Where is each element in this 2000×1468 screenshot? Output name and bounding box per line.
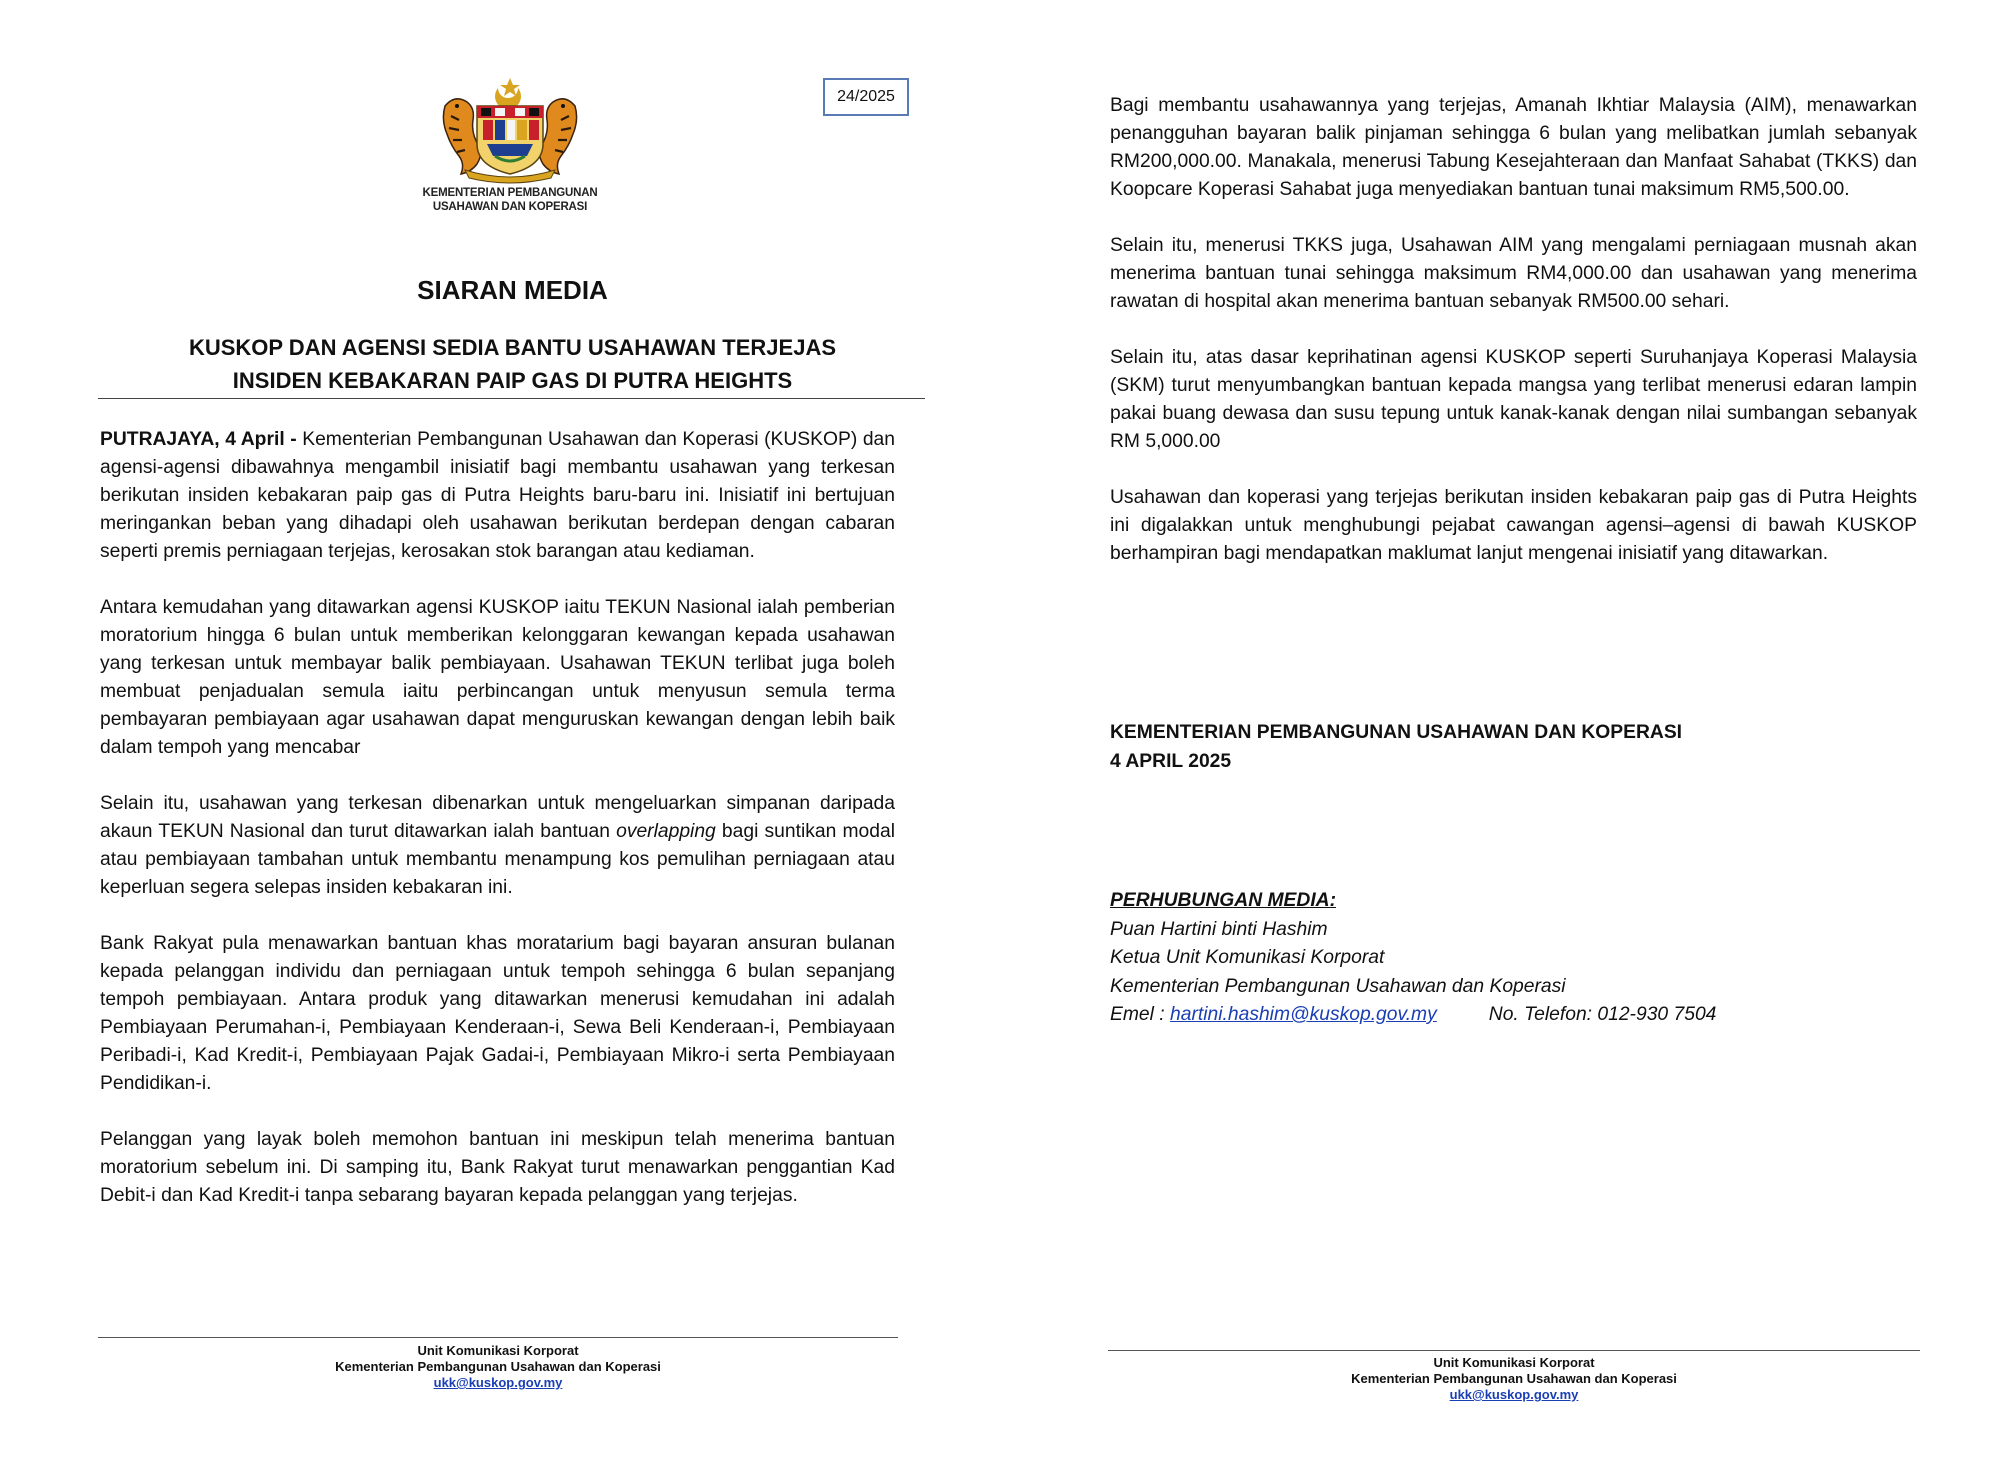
- paragraph-4: Bank Rakyat pula menawarkan bantuan khas moratarium bagi bayaran ansuran bulanan kepada pelanggan individu dan perniagaan untuk tempoh sehingga 6 bulan sepanjang tempoh pembiayaan. Antara produk yang ditawarkan menerusi kemudahan ini adalah Pembiayaan Perumahan-i, Pembiayaan Kenderaan-i, Sewa Beli Kenderaan-i, Pembiayaan Peribadi-i, Kad Kredit-i, Pembiayaan Pajak Gadai-i, Pembiayaan Mikro-i serta Pembiayaan Pendidikan-i.: [100, 933, 895, 1094]
- paragraph-8: Selain itu, atas dasar keprihatinan agensi KUSKOP seperti Suruhanjaya Koperasi Malaysia (SKM) turut menyumbangkan bantuan kepada mangsa yang terlibat menerusi edaran lampin pakai buang dewasa dan susu tepung untuk kanak-kanak dengan nilai sumbangan sebanyak RM 5,000.00: [1110, 347, 1917, 452]
- document-label: SIARAN MEDIA: [417, 275, 608, 305]
- page-right: [1000, 0, 2000, 1468]
- footer-divider: [1108, 1350, 1920, 1351]
- reference-number-box: 24/2025: [823, 78, 909, 116]
- footer-unit: Unit Komunikasi Korporat: [1433, 1355, 1595, 1370]
- coat-of-arms-icon: [435, 76, 585, 184]
- signoff: [1110, 718, 1917, 776]
- footer-unit: Unit Komunikasi Korporat: [417, 1343, 579, 1358]
- media-contact-position: Ketua Unit Komunikasi Korporat: [1110, 947, 1385, 968]
- footer-email-link[interactable]: ukk@kuskop.gov.my: [433, 1375, 563, 1390]
- body-right: [1110, 92, 1917, 596]
- media-contact-name: Puan Hartini binti Hashim: [1110, 918, 1328, 940]
- ministry-logo-line-1: KEMENTERIAN PEMBANGUNAN: [422, 187, 598, 199]
- media-contact-phone: No. Telefon: 012-930 7504: [1488, 1004, 1717, 1025]
- paragraph-3-text-a: Selain itu, usahawan yang terkesan dibenarkan untuk mengeluarkan simpanan daripada akaun TEKUN Nasional dan turut ditawarkan ialah bantuan: [100, 793, 895, 842]
- footer-left: [98, 1337, 898, 1397]
- footer-email-link[interactable]: ukk@kuskop.gov.my: [1449, 1387, 1579, 1402]
- paragraph-3: [100, 790, 895, 902]
- paragraph-5: Pelanggan yang layak boleh memohon bantuan ini meskipun telah menerima bantuan moratorium sebelum ini. Di samping itu, Bank Rakyat turut menawarkan penggantian Kad Debit-i dan Kad Kredit-i tanpa sebarang bayaran kepada pelanggan yang terjejas.: [100, 1129, 895, 1206]
- paragraph-1-text: Kementerian Pembangunan Usahawan dan Koperasi (KUSKOP) dan agensi-agensi dibawahnya mengambil inisiatif bagi membantu usahawan yang terkesan berikutan insiden kebakaran paip gas di Putra Heights baru-baru ini. Inisiatif ini bertujuan meringankan beban yang dihadapi oleh usahawan berikutan berdepan dengan cabaran seperti premis perniagaan terjejas, kerosakan stok barangan atau kediaman.: [100, 429, 895, 562]
- media-contact: [1110, 887, 1917, 1030]
- paragraph-6: Bagi membantu usahawannya yang terjejas, Amanah Ikhtiar Malaysia (AIM), menawarkan penangguhan bayaran balik pinjaman sehingga 6 bulan yang melibatkan jumlah sebanyak RM200,000.00. Manakala, menerusi Tabung Kesejahteraan dan Manfaat Sahabat (TKKS) dan Koopcare Koperasi Sahabat juga menyediakan bantuan tunai maksimum RM5,500.00.: [1110, 95, 1917, 200]
- dateline: PUTRAJAYA, 4 April -: [100, 429, 297, 450]
- paragraph-9: Usahawan dan koperasi yang terjejas berikutan insiden kebakaran paip gas di Putra Heights ini digalakkan untuk menghubungi pejabat cawangan agensi–agensi di bawah KUSKOP berhampiran bagi mendapatkan maklumat lanjut mengenai inisiatif yang ditawarkan.: [1110, 487, 1917, 564]
- ministry-logo-line-2: USAHAWAN DAN KOPERASI: [432, 201, 588, 213]
- media-contact-details: [1110, 1001, 1917, 1030]
- media-contact-email-link[interactable]: hartini.hashim@kuskop.gov.my: [1170, 1004, 1437, 1025]
- footer-ministry: Kementerian Pembangunan Usahawan dan Koperasi: [1351, 1371, 1677, 1386]
- paragraph-1: [100, 426, 895, 566]
- footer-ministry: Kementerian Pembangunan Usahawan dan Koperasi: [335, 1359, 661, 1374]
- headline-line-2: INSIDEN KEBAKARAN PAIP GAS DI PUTRA HEIGHTS: [232, 368, 793, 393]
- footer-divider: [98, 1337, 898, 1338]
- signoff-ministry: KEMENTERIAN PEMBANGUNAN USAHAWAN DAN KOPERASI: [1110, 722, 1683, 743]
- body-left: [100, 426, 895, 1238]
- paragraph-2: Antara kemudahan yang ditawarkan agensi KUSKOP iaitu TEKUN Nasional ialah pemberian moratorium hingga 6 bulan untuk memberikan kelonggaran kewangan kepada usahawan yang terkesan untuk membayar balik pembiayaan. Usahawan TEKUN terlibat juga boleh membuat penjadualan semula iaitu perbincangan untuk menyusun semula terma pembayaran pembiayaan agar usahawan dapat menguruskan kewangan dengan lebih baik dalam tempoh yang mencabar: [100, 597, 895, 758]
- email-label: Emel :: [1110, 1004, 1170, 1025]
- paragraph-3-text-b: bagi suntikan modal atau pembiayaan tambahan untuk membantu menampung kos pemulihan perniagaan atau keperluan segera selepas insiden kebakaran ini.: [100, 821, 895, 898]
- footer-right: [1108, 1350, 1920, 1410]
- headline: [100, 331, 925, 397]
- paragraph-7: Selain itu, menerusi TKKS juga, Usahawan AIM yang mengalami perniagaan musnah akan menerima bantuan tunai sehingga maksimum RM4,000.00 dan usahawan yang menerima rawatan di hospital akan menerima bantuan sebanyak RM500.00 sehari.: [1110, 235, 1917, 312]
- headline-line-1: KUSKOP DAN AGENSI SEDIA BANTU USAHAWAN TERJEJAS: [188, 335, 837, 360]
- media-contact-organization: Kementerian Pembangunan Usahawan dan Koperasi: [1110, 975, 1566, 997]
- ministry-logo-text: [380, 186, 640, 214]
- signoff-date: 4 APRIL 2025: [1110, 751, 1232, 772]
- headline-divider: [98, 398, 925, 399]
- media-contact-heading: PERHUBUNGAN MEDIA:: [1110, 890, 1337, 911]
- paragraph-3-emphasis: overlapping: [616, 821, 716, 842]
